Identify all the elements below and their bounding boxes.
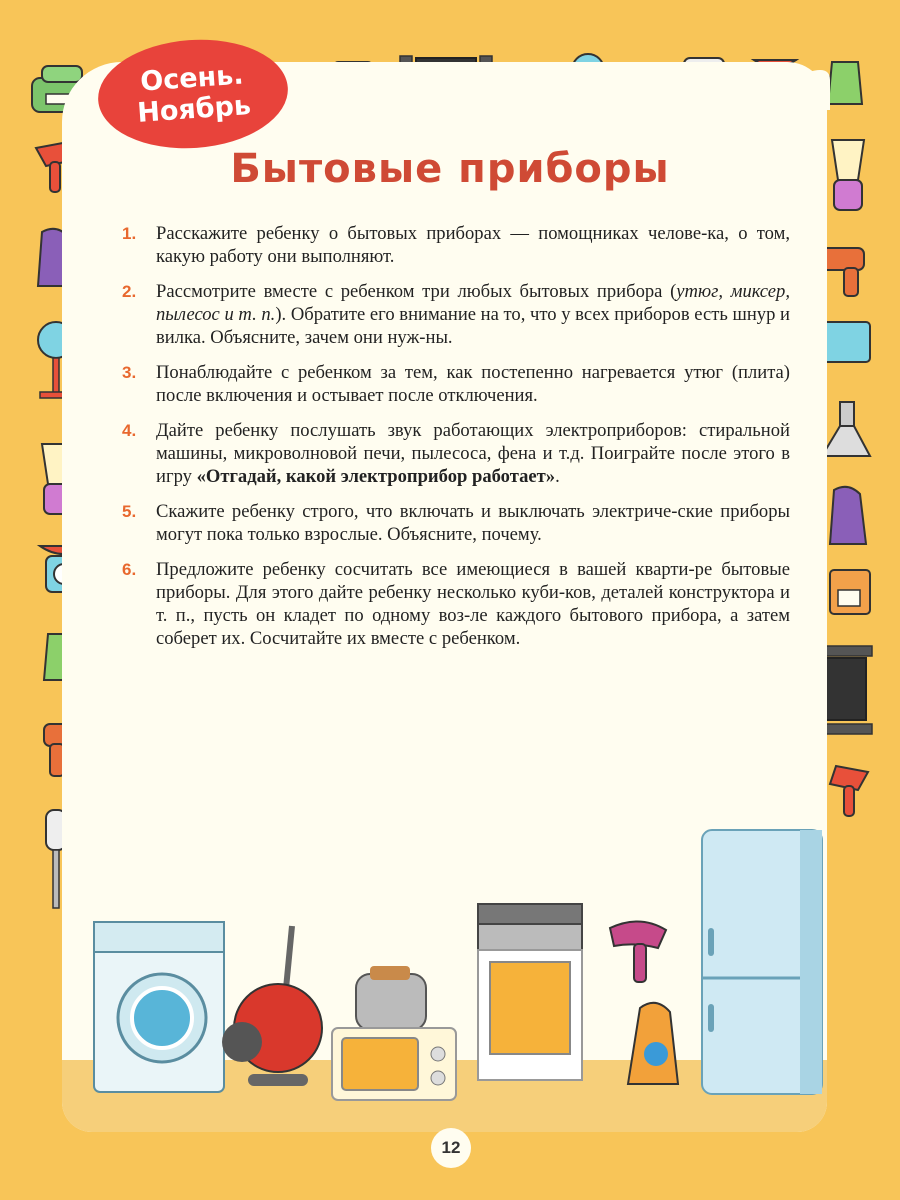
item-text: Рассмотрите вместе с ребенком три любых бытовых прибора ( xyxy=(156,281,677,302)
list-item xyxy=(122,222,790,268)
item-number: 3. xyxy=(122,363,137,382)
item-number: 1. xyxy=(122,224,137,243)
item-text: Расскажите ребенку о бытовых приборах — помощниках челове-ка, о том, какую работу они выполняют. xyxy=(156,223,790,267)
item-text: Скажите ребенку строго, что включать и выключать электриче-ские приборы могут пока только взрослые. Объясните, почему. xyxy=(156,501,790,545)
badge-month: Ноябрь xyxy=(136,90,252,129)
hair-dryer-icon-right xyxy=(824,762,874,822)
page-title: Бытовые приборы xyxy=(230,146,670,192)
refrigerator-icon xyxy=(700,828,824,1096)
microwave-icon xyxy=(330,1026,458,1102)
badge-season: Осень. xyxy=(139,59,245,98)
item-italic-text: утюг, миксер, пылесос и т. п. xyxy=(156,281,791,325)
item-text: Дайте ребенку послушать звук работающих электроприборов: стиральной машины, микроволновой печи, пылесоса, фена и т.д. Поиграйте после этого в игру xyxy=(156,420,790,487)
stove-icon xyxy=(474,902,586,1082)
instruction-list xyxy=(122,222,790,662)
item-number: 4. xyxy=(122,421,137,440)
item-text: Понаблюдайте с ребенком за тем, как постепенно нагревается утюг (плита) после включения и остывает после отключения. xyxy=(156,362,790,406)
item-number: 5. xyxy=(122,502,137,521)
item-text-cont: ). Обратите его внимание на то, что у всех приборов есть шнур и вилка. Объясните, зачем они нуж-ны. xyxy=(156,304,790,348)
game-name: «Отгадай, какой электроприбор работает» xyxy=(196,466,556,487)
vacuum-cleaner-icon xyxy=(222,922,332,1092)
list-item xyxy=(122,280,790,349)
washing-machine-icon xyxy=(92,920,228,1096)
hair-dryer-bottom-icon xyxy=(606,916,672,986)
list-item xyxy=(122,500,790,546)
item-number: 2. xyxy=(122,282,137,301)
page-number: 12 xyxy=(431,1128,471,1168)
coffee-machine-icon xyxy=(826,566,874,618)
iron-icon-right xyxy=(822,480,874,552)
list-item xyxy=(122,361,790,407)
item-text-cont: . xyxy=(555,466,560,487)
list-item xyxy=(122,419,790,488)
item-number: 6. xyxy=(122,560,137,579)
item-text: Предложите ребенку сосчитать все имеющиеся в вашей кварти-ре бытовые приборы. Для этого дайте ребенку несколько куби-ков, деталей конструктора и т. п., пусть он кладет по одному воз-ле каждого бытового прибора, а затем соберет их. Сосчитайте их вместе с ребенком. xyxy=(156,559,790,649)
list-item xyxy=(122,558,790,650)
iron-bottom-icon xyxy=(622,994,684,1090)
toaster-icon xyxy=(352,964,430,1034)
